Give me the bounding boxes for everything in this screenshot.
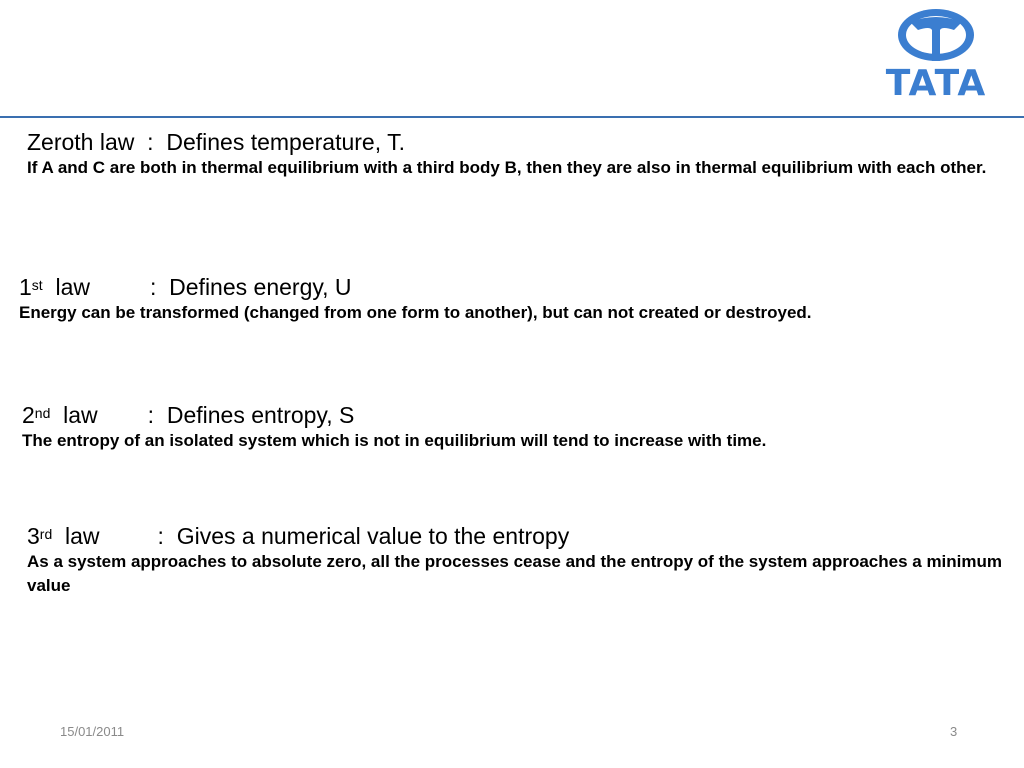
law-ordinal-suffix: rd xyxy=(39,526,53,542)
law-definition: Defines temperature, T. xyxy=(166,129,405,155)
law-heading xyxy=(27,128,1002,156)
law-ordinal: 2 xyxy=(22,402,35,428)
law-ordinal: Zeroth law xyxy=(27,129,135,155)
law-word: law xyxy=(65,523,100,549)
law-ordinal-suffix: nd xyxy=(34,405,51,421)
law-word: law xyxy=(55,274,90,300)
page-number: 3 xyxy=(950,724,958,739)
law-definition: Defines entropy, S xyxy=(166,402,355,428)
law-heading xyxy=(22,401,1012,429)
law-third xyxy=(27,522,1002,598)
law-definition: Gives a numerical value to the entropy xyxy=(176,523,570,549)
law-second xyxy=(22,401,1012,453)
law-zeroth xyxy=(27,128,1002,180)
law-ordinal-suffix: st xyxy=(31,277,43,293)
law-first xyxy=(19,273,1009,325)
law-ordinal: 1 xyxy=(19,274,32,300)
tata-wordmark: TATA xyxy=(885,63,987,104)
tata-logo xyxy=(880,6,992,106)
law-definition: Defines energy, U xyxy=(169,274,352,300)
law-heading xyxy=(27,522,1002,550)
law-separator: : xyxy=(149,274,157,300)
law-description: Energy can be transformed (changed from one form to another), but can not created or destroyed. xyxy=(19,303,812,322)
law-heading xyxy=(19,273,1009,301)
law-separator: : xyxy=(147,129,154,155)
tata-emblem-icon xyxy=(880,6,992,66)
law-description: As a system approaches to absolute zero, all the processes cease and the entropy of the system approaches a minimum value xyxy=(27,552,1003,595)
footer-date: 15/01/2011 xyxy=(60,724,125,739)
law-word: law xyxy=(63,402,98,428)
law-ordinal: 3 xyxy=(27,523,40,549)
law-separator: : xyxy=(157,523,164,549)
header-divider xyxy=(0,116,1024,118)
law-description: If A and C are both in thermal equilibrium with a third body B, then they are also in thermal equilibrium with each other. xyxy=(27,158,987,177)
law-description: The entropy of an isolated system which is not in equilibrium will tend to increase with time. xyxy=(22,431,767,450)
law-separator: : xyxy=(147,402,155,428)
